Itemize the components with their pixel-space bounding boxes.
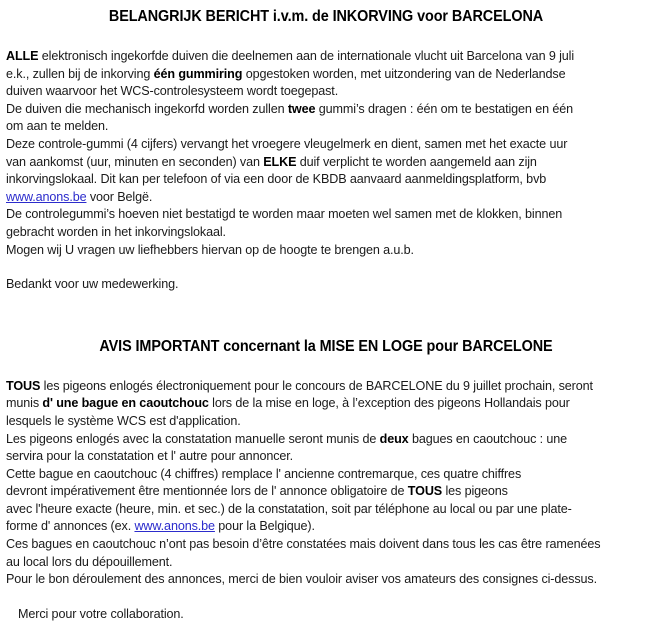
dutch-emphasis-elke: ELKE [263,154,297,169]
dutch-line-8: inkorvingslokaal. Dit kan per telefoon of via een door de KBDB aanvaard aanmeldingsplatform, bvb [6,172,547,187]
french-line-9 [6,518,646,536]
dutch-line-9 [6,189,646,207]
french-heading: AVIS IMPORTANT concernant la MISE EN LOGE pour BARCELONE [99,337,553,355]
dutch-emphasis-twee: twee [287,101,316,116]
french-section-heading-wrapper [0,294,652,356]
french-emphasis-tous-2: TOUS [407,484,443,499]
french-line-2 [6,395,646,413]
french-emphasis-bague-caoutchouc: d' une bague en caoutchouc [42,396,209,411]
dutch-line-3: duiven waarvoor het WCS-controlesysteem wordt toegepast. [6,84,339,99]
anons-link-french[interactable]: www.anons.be [134,519,215,534]
dutch-line-5: om aan te melden. [6,119,109,134]
dutch-line-1 [6,48,646,66]
dutch-line-11: gebracht worden in het inkorvingslokaal. [6,224,226,239]
french-line-9-post: pour la Belgique). [214,519,315,534]
french-line-1 [6,378,646,396]
french-line-12: Pour le bon déroulement des annonces, merci de bien vouloir aviser vos amateurs des consignes ci-dessus. [6,572,597,587]
dutch-line-7 [6,154,646,172]
french-line-7 [6,483,646,501]
dutch-line-1-text: elektronisch ingekorfde duiven die deelnemen aan de internationale vlucht uit Barcelona van 9 juli [38,49,575,63]
dutch-emphasis-een-gummiring: één gummiring [153,66,243,81]
french-line-2-pre: munis [6,396,43,411]
dutch-line-4 [6,101,646,119]
dutch-line-10: De controlegummi’s hoeven niet bestatigd te worden maar moeten wel samen met de klokken, binnen [6,207,563,222]
dutch-line-6: Deze controle-gummi (4 cijfers) vervangt het vroegere vleugelmerk en dient, samen met het exacte uur [6,136,568,151]
dutch-section-heading-wrapper [0,0,652,26]
french-line-2-post: lors de la mise en loge, à l’exception des pigeons Hollandais pour [208,396,570,411]
dutch-paragraph-gap [6,259,646,276]
dutch-line-4-post: gummi’s dragen : één om te bestatigen en één [315,101,573,116]
dutch-closing-line: Bedankt voor uw medewerking. [6,277,179,292]
french-body [0,356,652,624]
dutch-line-4-pre: De duiven die mechanisch ingekorfd worden zullen [6,101,288,116]
dutch-line-2-pre: e.k., zullen bij de inkorving [6,66,154,81]
french-emphasis-deux: deux [379,431,409,446]
french-line-3: lesquels le système WCS est d'application. [6,413,241,428]
dutch-line-2-post: opgestoken worden, met uitzondering van de Nederlandse [242,66,566,81]
french-line-6: Cette bague en caoutchouc (4 chiffres) remplace l' ancienne contremarque, ces quatre chiffres [6,466,522,481]
dutch-line-7-pre: van aankomst (uur, minuten en seconden) van [6,154,264,169]
french-line-1-text: les pigeons enlogés électroniquement pour le concours de BARCELONE du 9 juillet prochain, seront [40,378,593,393]
french-closing-line: Merci pour votre collaboration. [18,606,184,621]
french-line-5: servira pour la constatation et l' autre pour annoncer. [6,449,294,464]
french-line-4-post: bagues en caoutchouc : une [408,431,568,446]
dutch-body [0,26,652,294]
french-line-9-pre: forme d' annonces (ex. [6,519,135,534]
french-emphasis-tous: TOUS [6,378,41,393]
dutch-heading: BELANGRIJK BERICHT i.v.m. de INKORVING voor BARCELONA [108,8,544,25]
french-line-4 [6,431,646,449]
anons-link-dutch[interactable]: www.anons.be [6,189,87,204]
french-line-7-post: les pigeons [442,484,508,499]
dutch-line-2 [6,66,646,84]
dutch-line-7-post: duif verplicht te worden aangemeld aan zijn [296,154,537,169]
french-line-7-pre: devront impérativement être mentionnée lors de l' annonce obligatoire de [6,484,408,499]
french-line-4-pre: Les pigeons enlogés avec la constatation manuelle seront munis de [6,431,380,446]
dutch-emphasis-alle: ALLE [6,49,39,63]
dutch-line-12: Mogen wij U vragen uw liefhebbers hiervan op de hoogte te brengen a.u.b. [6,242,414,257]
french-line-8: avec l'heure exacte (heure, min. et sec.) de la constatation, soit par téléphone au local ou par une plate- [6,501,572,516]
french-line-11: au local lors du dépouillement. [6,554,173,569]
french-paragraph-gap [6,589,646,606]
dutch-line-9-post: voor Belgë. [86,189,153,204]
french-line-10: Ces bagues en caoutchouc n’ont pas besoin d’être constatées mais doivent dans tous les cas être ramenées [6,537,601,552]
